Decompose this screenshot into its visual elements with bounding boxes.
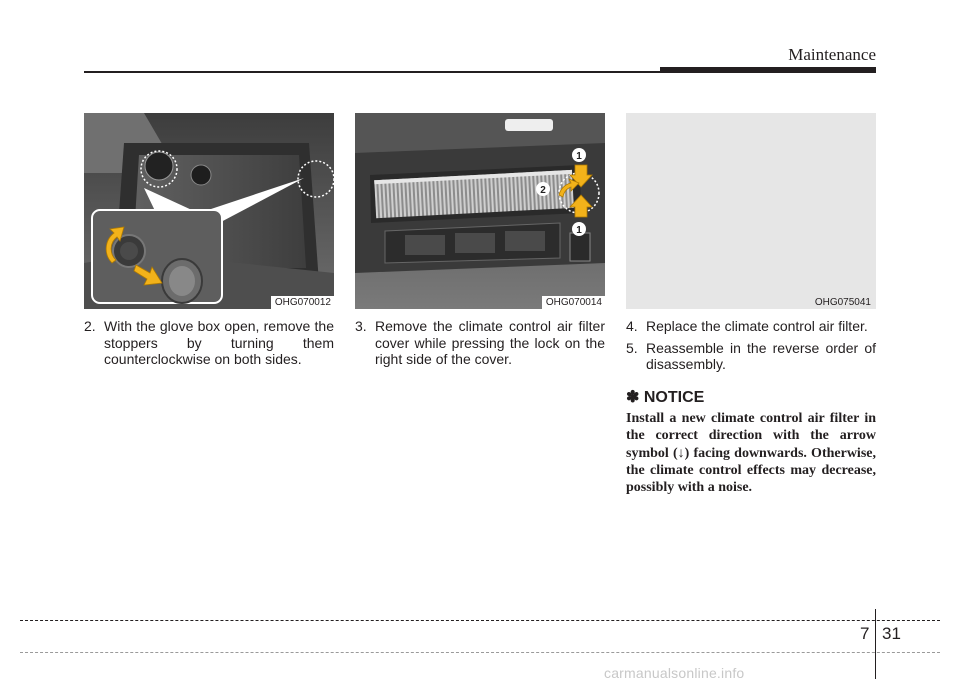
notice-body: Install a new climate control air filter in the correct direction with the arrow symbol (↓) facing downwards. Otherwise, the climate control effects may decrease, possibly with a noise. [626,411,876,496]
footer-rule [20,620,940,621]
svg-text:2: 2 [540,185,546,196]
column-step-2 [84,318,334,368]
figure-filter-cover [355,113,605,309]
page-number: 31 [882,624,901,643]
glove-box-illustration [84,113,334,309]
svg-text:1: 1 [576,151,582,162]
step-item [84,318,334,368]
figure-code: OHG070012 [271,296,334,309]
step-text: With the glove box open, remove the stoppers by turning them counterclockwise on both sides. [104,318,334,367]
step-text: Remove the climate control air filter cover while pressing the lock on the right side of the cover. [375,318,605,367]
watermark: carmanualsonline.info [604,665,745,681]
column-step-3 [355,318,605,368]
step-item [626,340,876,373]
notice-title: ✽ NOTICE [626,388,705,406]
header-section-title: Maintenance [788,45,876,64]
svg-text:1: 1 [576,225,582,236]
footer-rule-lower [20,652,940,653]
page-number-divider [875,609,876,679]
column-steps-4-5 [626,318,876,496]
chapter-number: 7 [860,624,870,643]
filter-cover-illustration [355,113,605,309]
figure-code: OHG075041 [814,297,871,308]
step-number: 4. [626,318,638,334]
step-number: 5. [626,339,638,356]
step-item [626,318,876,335]
step-number: 2. [84,318,96,334]
step-text: Reassemble in the reverse order of disassembly. [646,339,876,372]
figure-glove-box-stoppers [84,113,334,309]
figure-code: OHG070014 [542,296,605,309]
figure-filter-replacement [626,113,876,309]
step-number: 3. [355,318,367,334]
step-text: Replace the climate control air filter. [646,318,868,334]
step-item [355,318,605,368]
header-rule-accent [660,67,876,72]
